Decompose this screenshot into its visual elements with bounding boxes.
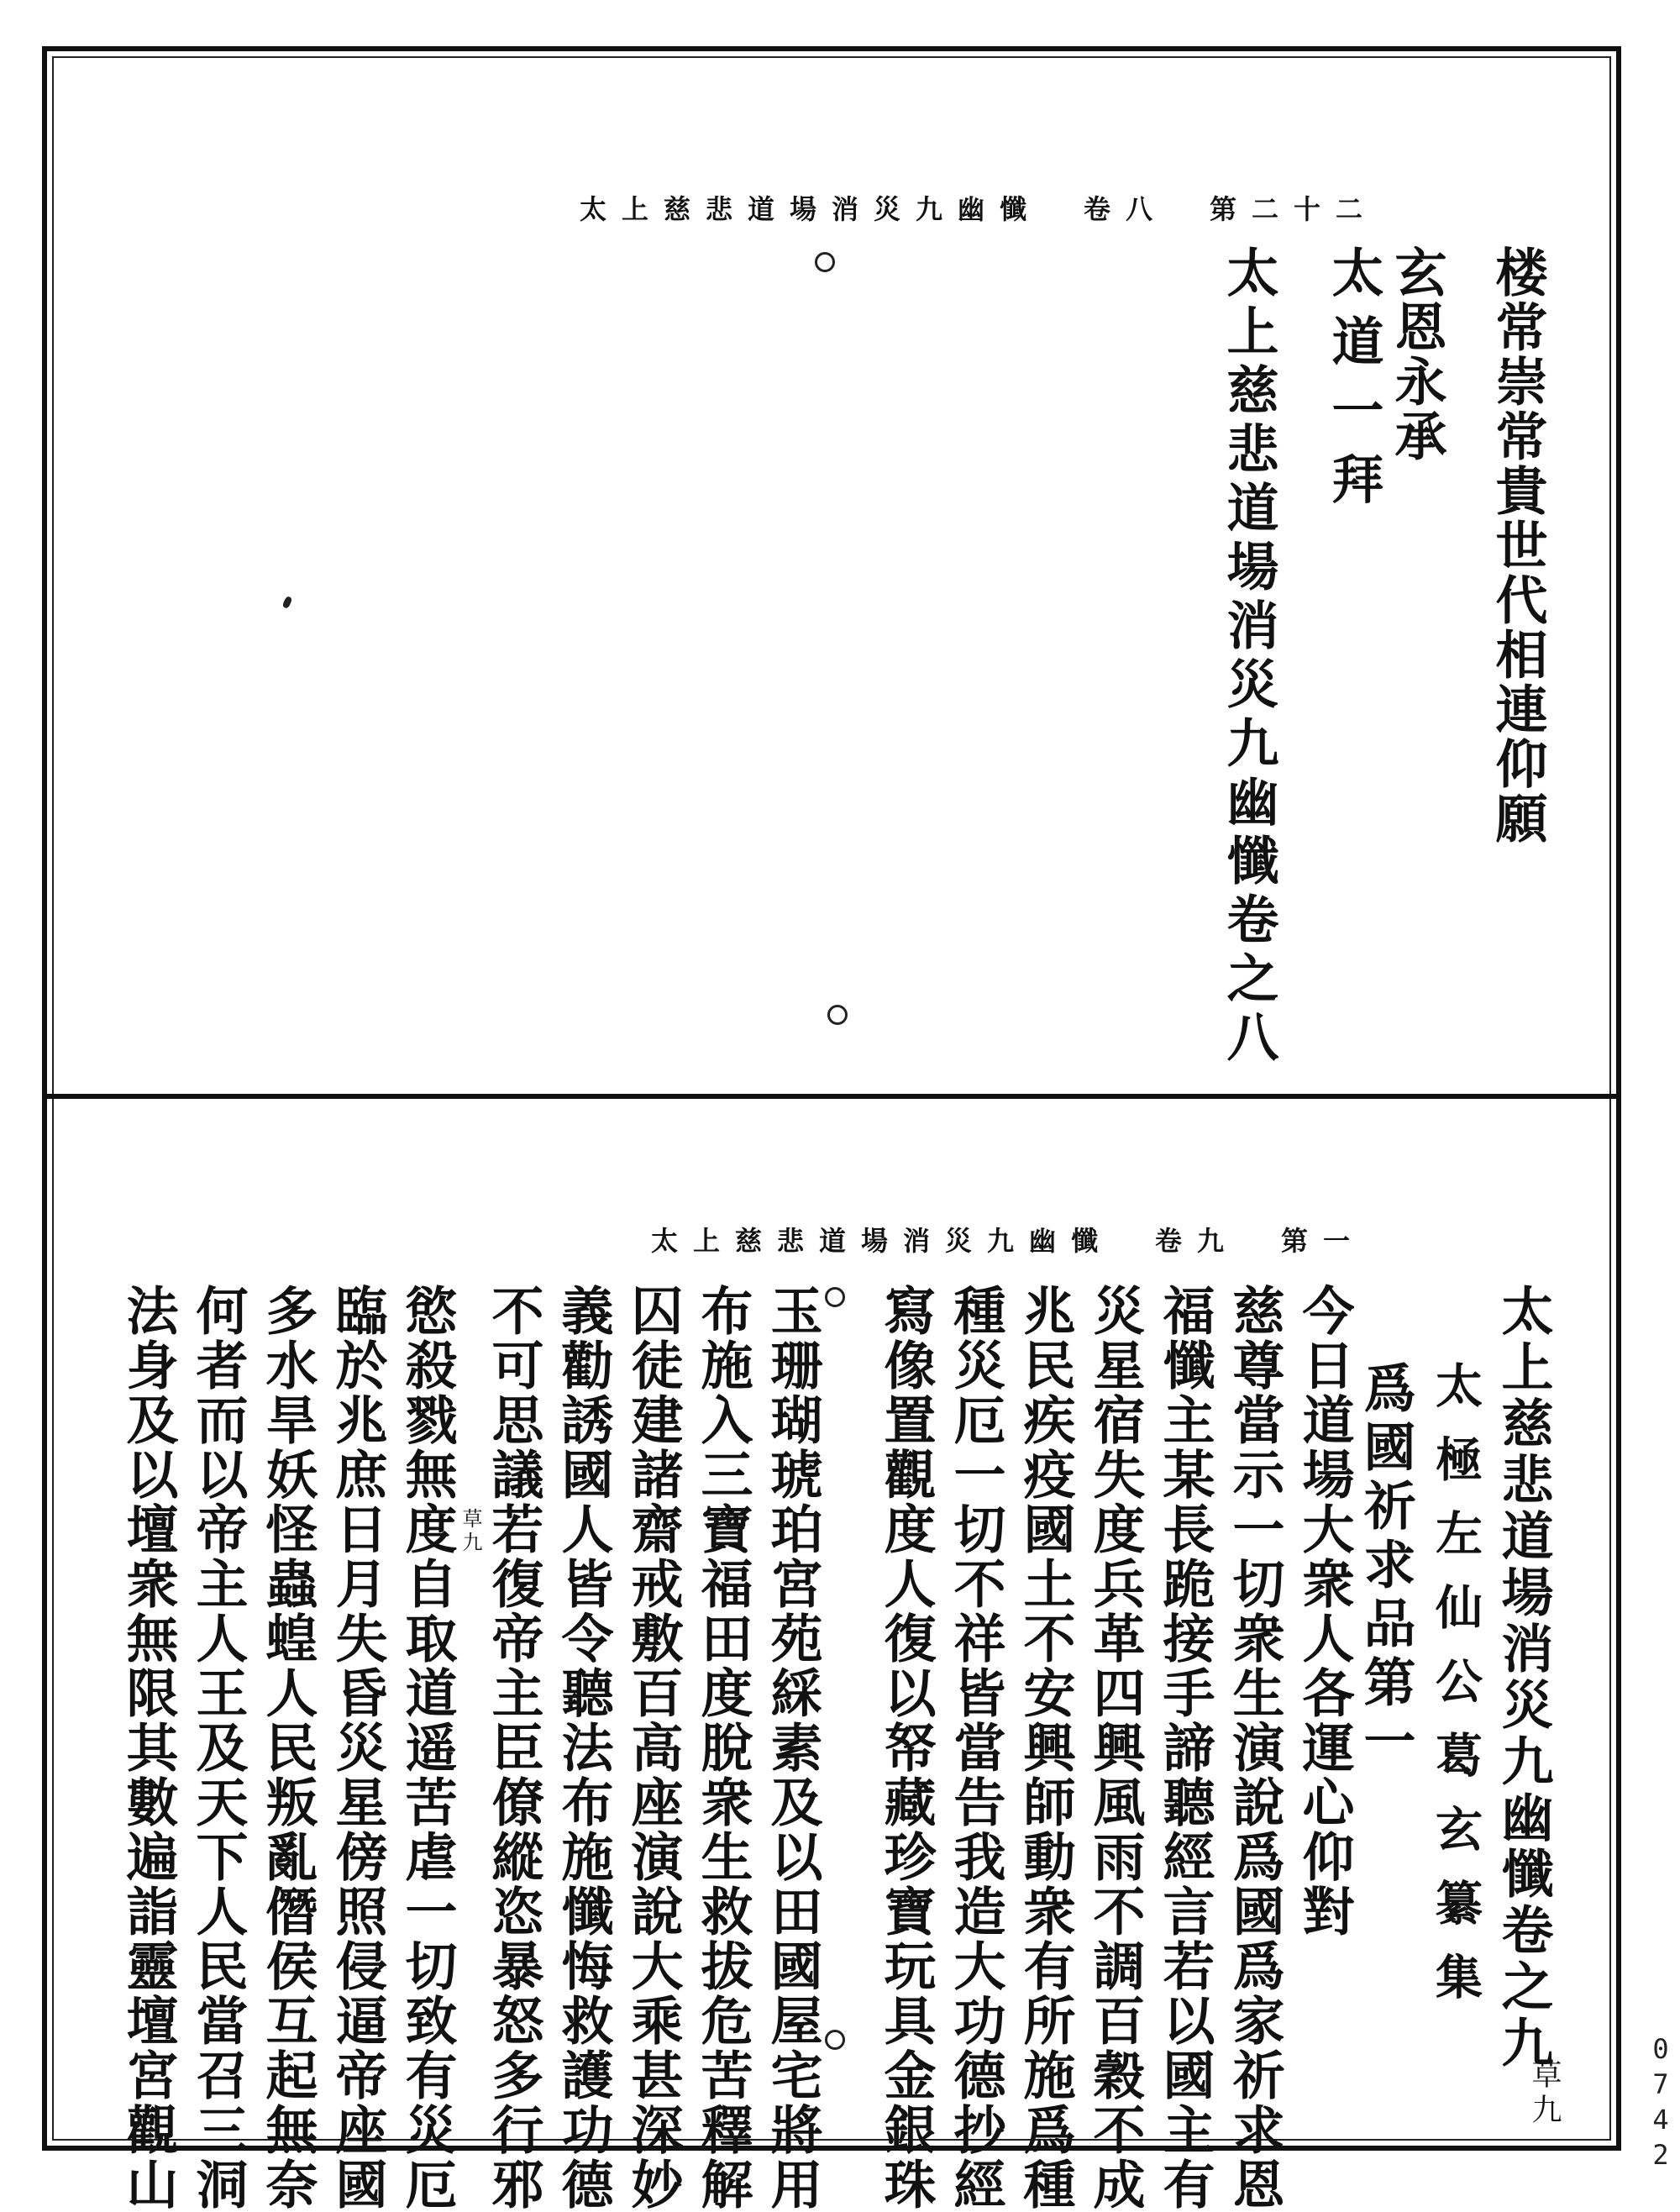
- body-column-9: 布施入三寶福田度脫衆生救拔危苦釋解: [692, 1284, 753, 2212]
- bottom-page-header: 太上慈悲道場消災九幽懺 卷九 第一: [651, 1225, 1366, 1257]
- top-column-2: 玄恩永承: [1386, 245, 1447, 464]
- top-column-3: 太道一拜: [1323, 245, 1384, 521]
- binding-hole-top-2: [827, 1005, 848, 1025]
- body-column-15: 多水旱妖怪蟲蝗人民叛亂僭侯互起無奈: [257, 1284, 318, 2212]
- body-column-6: 種災厄一切不祥皆當告我造大功德抄經: [945, 1284, 1006, 2212]
- page-divider: [42, 1094, 1621, 1099]
- inline-annotation-mark: 草九: [459, 1508, 482, 1555]
- body-column-14: 臨於兆庶日月失昏災星傍照侵逼帝座國: [327, 1284, 388, 2212]
- body-column-7: 寫像置觀度人復以帑藏珍寶玩具金銀珠: [875, 1284, 937, 2212]
- section-heading: 爲國祈求品第一: [1355, 1361, 1416, 1773]
- binding-hole-bottom-2: [825, 2030, 845, 2050]
- top-book-title-end: 太上慈悲道場消災九幽懺卷之八: [1218, 245, 1279, 1069]
- title-side-mark: 草九: [1527, 2058, 1562, 2129]
- binding-hole-top-1: [815, 252, 835, 272]
- body-column-12: 不可思議若復帝主臣僚縱恣暴怒多行邪: [483, 1284, 544, 2212]
- body-column-8: 玉珊瑚琥珀宮苑綵素及以田國屋宅將用: [762, 1284, 823, 2212]
- chapter-book-title: 太上慈悲道場消災九幽懺卷之九: [1493, 1284, 1554, 2072]
- page-number: 0742: [1645, 2033, 1677, 2174]
- binding-hole-bottom-1: [825, 1287, 845, 1307]
- body-column-17: 法身及以壇衆無限其數遍詣靈壇宮觀山: [118, 1284, 179, 2212]
- body-column-1: 今日道場大衆人各運心仰對: [1294, 1284, 1355, 1939]
- body-column-3: 福懺主某長跪接手諦聽經言若以國主有: [1154, 1284, 1215, 2212]
- body-column-11: 義勸誘國人皆令聽法布施懺悔救護功德: [553, 1284, 614, 2212]
- body-column-5: 兆民疾疫國土不安興師動衆有所施爲種: [1015, 1284, 1076, 2212]
- body-column-2: 慈尊當示一切衆生演說爲國爲家祈求恩: [1224, 1284, 1285, 2212]
- top-page-header: 太上慈悲道場消災九幽懺 卷八 第二十二: [580, 193, 1378, 225]
- body-column-4: 災星宿失度兵革四興風雨不調百穀不成: [1084, 1284, 1146, 2212]
- body-column-10: 囚徒建諸齋戒敷百高座演說大乘甚深妙: [622, 1284, 684, 2212]
- compiler-credit: 太極左仙公葛玄纂集: [1428, 1361, 1483, 2026]
- body-column-16: 何者而以帝主人王及天下人民當召三洞: [187, 1284, 249, 2212]
- top-column-1: 楼常崇常貴世代相連仰願: [1487, 245, 1548, 846]
- body-column-13: 慾殺戮無度自取道遥苦虐一切致有災厄: [396, 1284, 458, 2212]
